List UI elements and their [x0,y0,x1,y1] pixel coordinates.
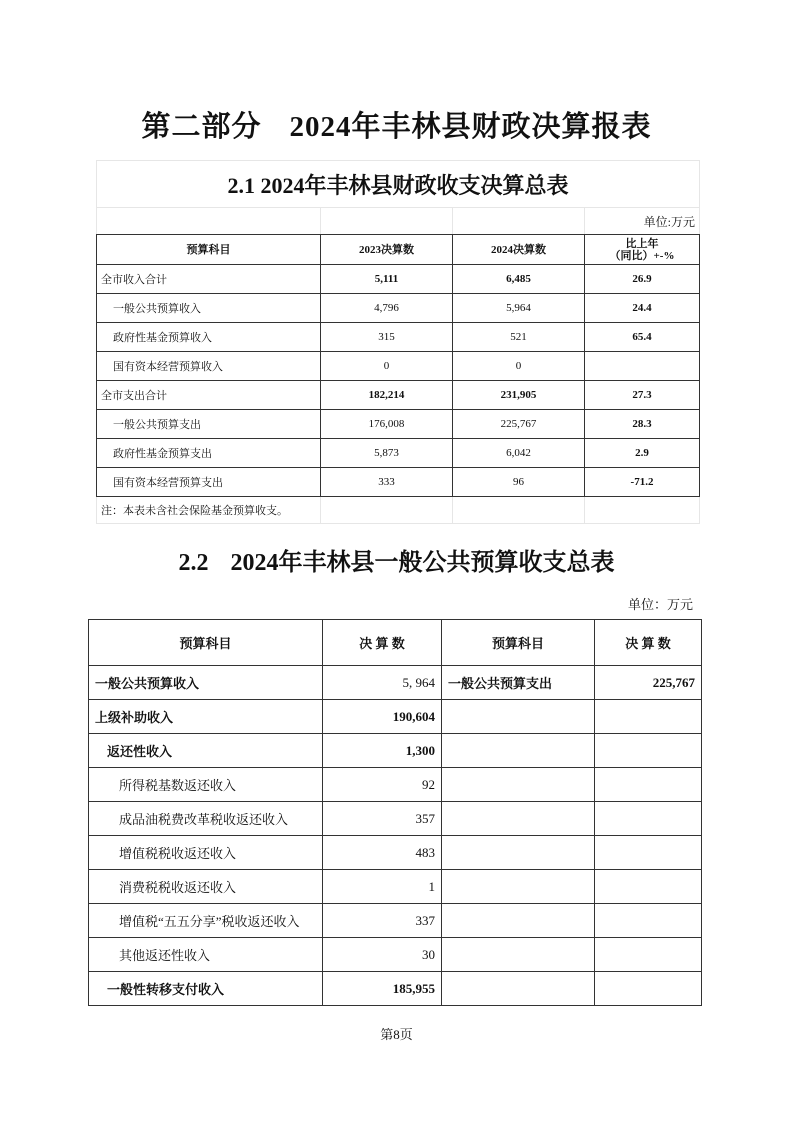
value-2024: 96 [453,468,585,497]
col-header-income-item: 预算科目 [89,620,323,666]
table2-title-text: 2024年丰林县一般公共预算收支总表 [230,550,615,576]
col-header-expense-item: 预算科目 [442,620,595,666]
table2-header [89,620,702,666]
expense-item [442,904,595,938]
value-2023: 176,008 [321,410,453,439]
expense-value [595,802,702,836]
yoy-pct: 2.9 [585,439,700,468]
expense-value: 225,767 [595,666,702,700]
col-header-expense-value: 决 算 数 [595,620,702,666]
table2-unit: 单位：万元 [627,597,693,612]
table1-unit: 单位:万元 [585,208,700,235]
expense-value [595,972,702,1006]
yoy-pct: 24.4 [585,294,700,323]
income-item: 消费税税收返还收入 [89,870,323,904]
expense-item [442,870,595,904]
row-label: 国有资本经营预算收入 [97,352,321,381]
yoy-pct: 27.3 [585,381,700,410]
value-2024: 521 [453,323,585,352]
income-item: 所得税基数返还收入 [89,768,323,802]
income-item: 成品油税费改革税收返还收入 [89,802,323,836]
table-row [89,802,702,836]
expense-item [442,734,595,768]
table-row [89,768,702,802]
row-label: 一般公共预算支出 [97,410,321,439]
row-label: 国有资本经营预算支出 [97,468,321,497]
expense-value [595,768,702,802]
row-label: 一般公共预算收入 [97,294,321,323]
table-row [89,870,702,904]
yoy-pct: -71.2 [585,468,700,497]
income-value: 1,300 [323,734,442,768]
table1-header [97,235,700,265]
part-title [0,104,793,145]
income-item: 一般公共预算收入 [89,666,323,700]
yoy-pct [585,352,700,381]
general-budget-table [88,619,702,1006]
table-row [97,381,700,410]
table-row [89,666,702,700]
table2-title [0,542,793,577]
value-2024: 5,964 [453,294,585,323]
col-header-pct [585,235,700,265]
table-row [89,700,702,734]
col-header-2024: 2024决算数 [453,235,585,265]
table-row [89,938,702,972]
expense-item [442,802,595,836]
table-row [89,972,702,1006]
summary-table [96,160,700,524]
value-2023: 182,214 [321,381,453,410]
expense-value [595,700,702,734]
income-item: 一般性转移支付收入 [89,972,323,1006]
income-value: 357 [323,802,442,836]
yoy-pct: 65.4 [585,323,700,352]
income-value: 337 [323,904,442,938]
table1-title: 2.1 2024年丰林县财政收支决算总表 [97,161,700,208]
income-item: 增值税“五五分享”税收返还收入 [89,904,323,938]
income-value: 1 [323,870,442,904]
table-row [97,352,700,381]
col-header-pct-line1: 比上年 [625,237,659,250]
yoy-pct: 26.9 [585,265,700,294]
expense-item [442,768,595,802]
table-row [97,439,700,468]
row-label: 政府性基金预算收入 [97,323,321,352]
value-2024: 225,767 [453,410,585,439]
expense-value [595,904,702,938]
table-row [97,294,700,323]
table-row [97,323,700,352]
value-2023: 333 [321,468,453,497]
table-row [97,265,700,294]
income-item: 返还性收入 [89,734,323,768]
part-label: 第二部分 [141,111,262,143]
income-value: 5, 964 [323,666,442,700]
value-2023: 4,796 [321,294,453,323]
row-label: 政府性基金预算支出 [97,439,321,468]
income-item: 其他返还性收入 [89,938,323,972]
expense-item [442,836,595,870]
yoy-pct: 28.3 [585,410,700,439]
table2-title-num: 2.2 [178,550,209,576]
table-row [89,836,702,870]
income-value: 190,604 [323,700,442,734]
table-row [97,410,700,439]
row-label: 全市支出合计 [97,381,321,410]
expense-value [595,734,702,768]
expense-item: 一般公共预算支出 [442,666,595,700]
col-header-pct-line2: （同比）+-% [609,249,675,262]
value-2024: 6,042 [453,439,585,468]
income-item: 增值税税收返还收入 [89,836,323,870]
col-header-income-value: 决 算 数 [323,620,442,666]
table-row [97,468,700,497]
value-2023: 5,873 [321,439,453,468]
value-2024: 231,905 [453,381,585,410]
row-label: 全市收入合计 [97,265,321,294]
table-row [89,734,702,768]
expense-item [442,938,595,972]
value-2024: 6,485 [453,265,585,294]
expense-value [595,938,702,972]
expense-value [595,870,702,904]
page-number: 第8页 [380,1027,413,1042]
value-2023: 0 [321,352,453,381]
income-value: 92 [323,768,442,802]
income-item: 上级补助收入 [89,700,323,734]
income-value: 30 [323,938,442,972]
value-2023: 5,111 [321,265,453,294]
value-2023: 315 [321,323,453,352]
income-value: 185,955 [323,972,442,1006]
col-header-item: 预算科目 [97,235,321,265]
expense-value [595,836,702,870]
value-2024: 0 [453,352,585,381]
part-title-text: 2024年丰林县财政决算报表 [289,111,652,143]
table-row [89,904,702,938]
col-header-2023: 2023决算数 [321,235,453,265]
expense-item [442,700,595,734]
table1-note: 注：本表未含社会保险基金预算收支。 [97,497,321,524]
income-value: 483 [323,836,442,870]
expense-item [442,972,595,1006]
